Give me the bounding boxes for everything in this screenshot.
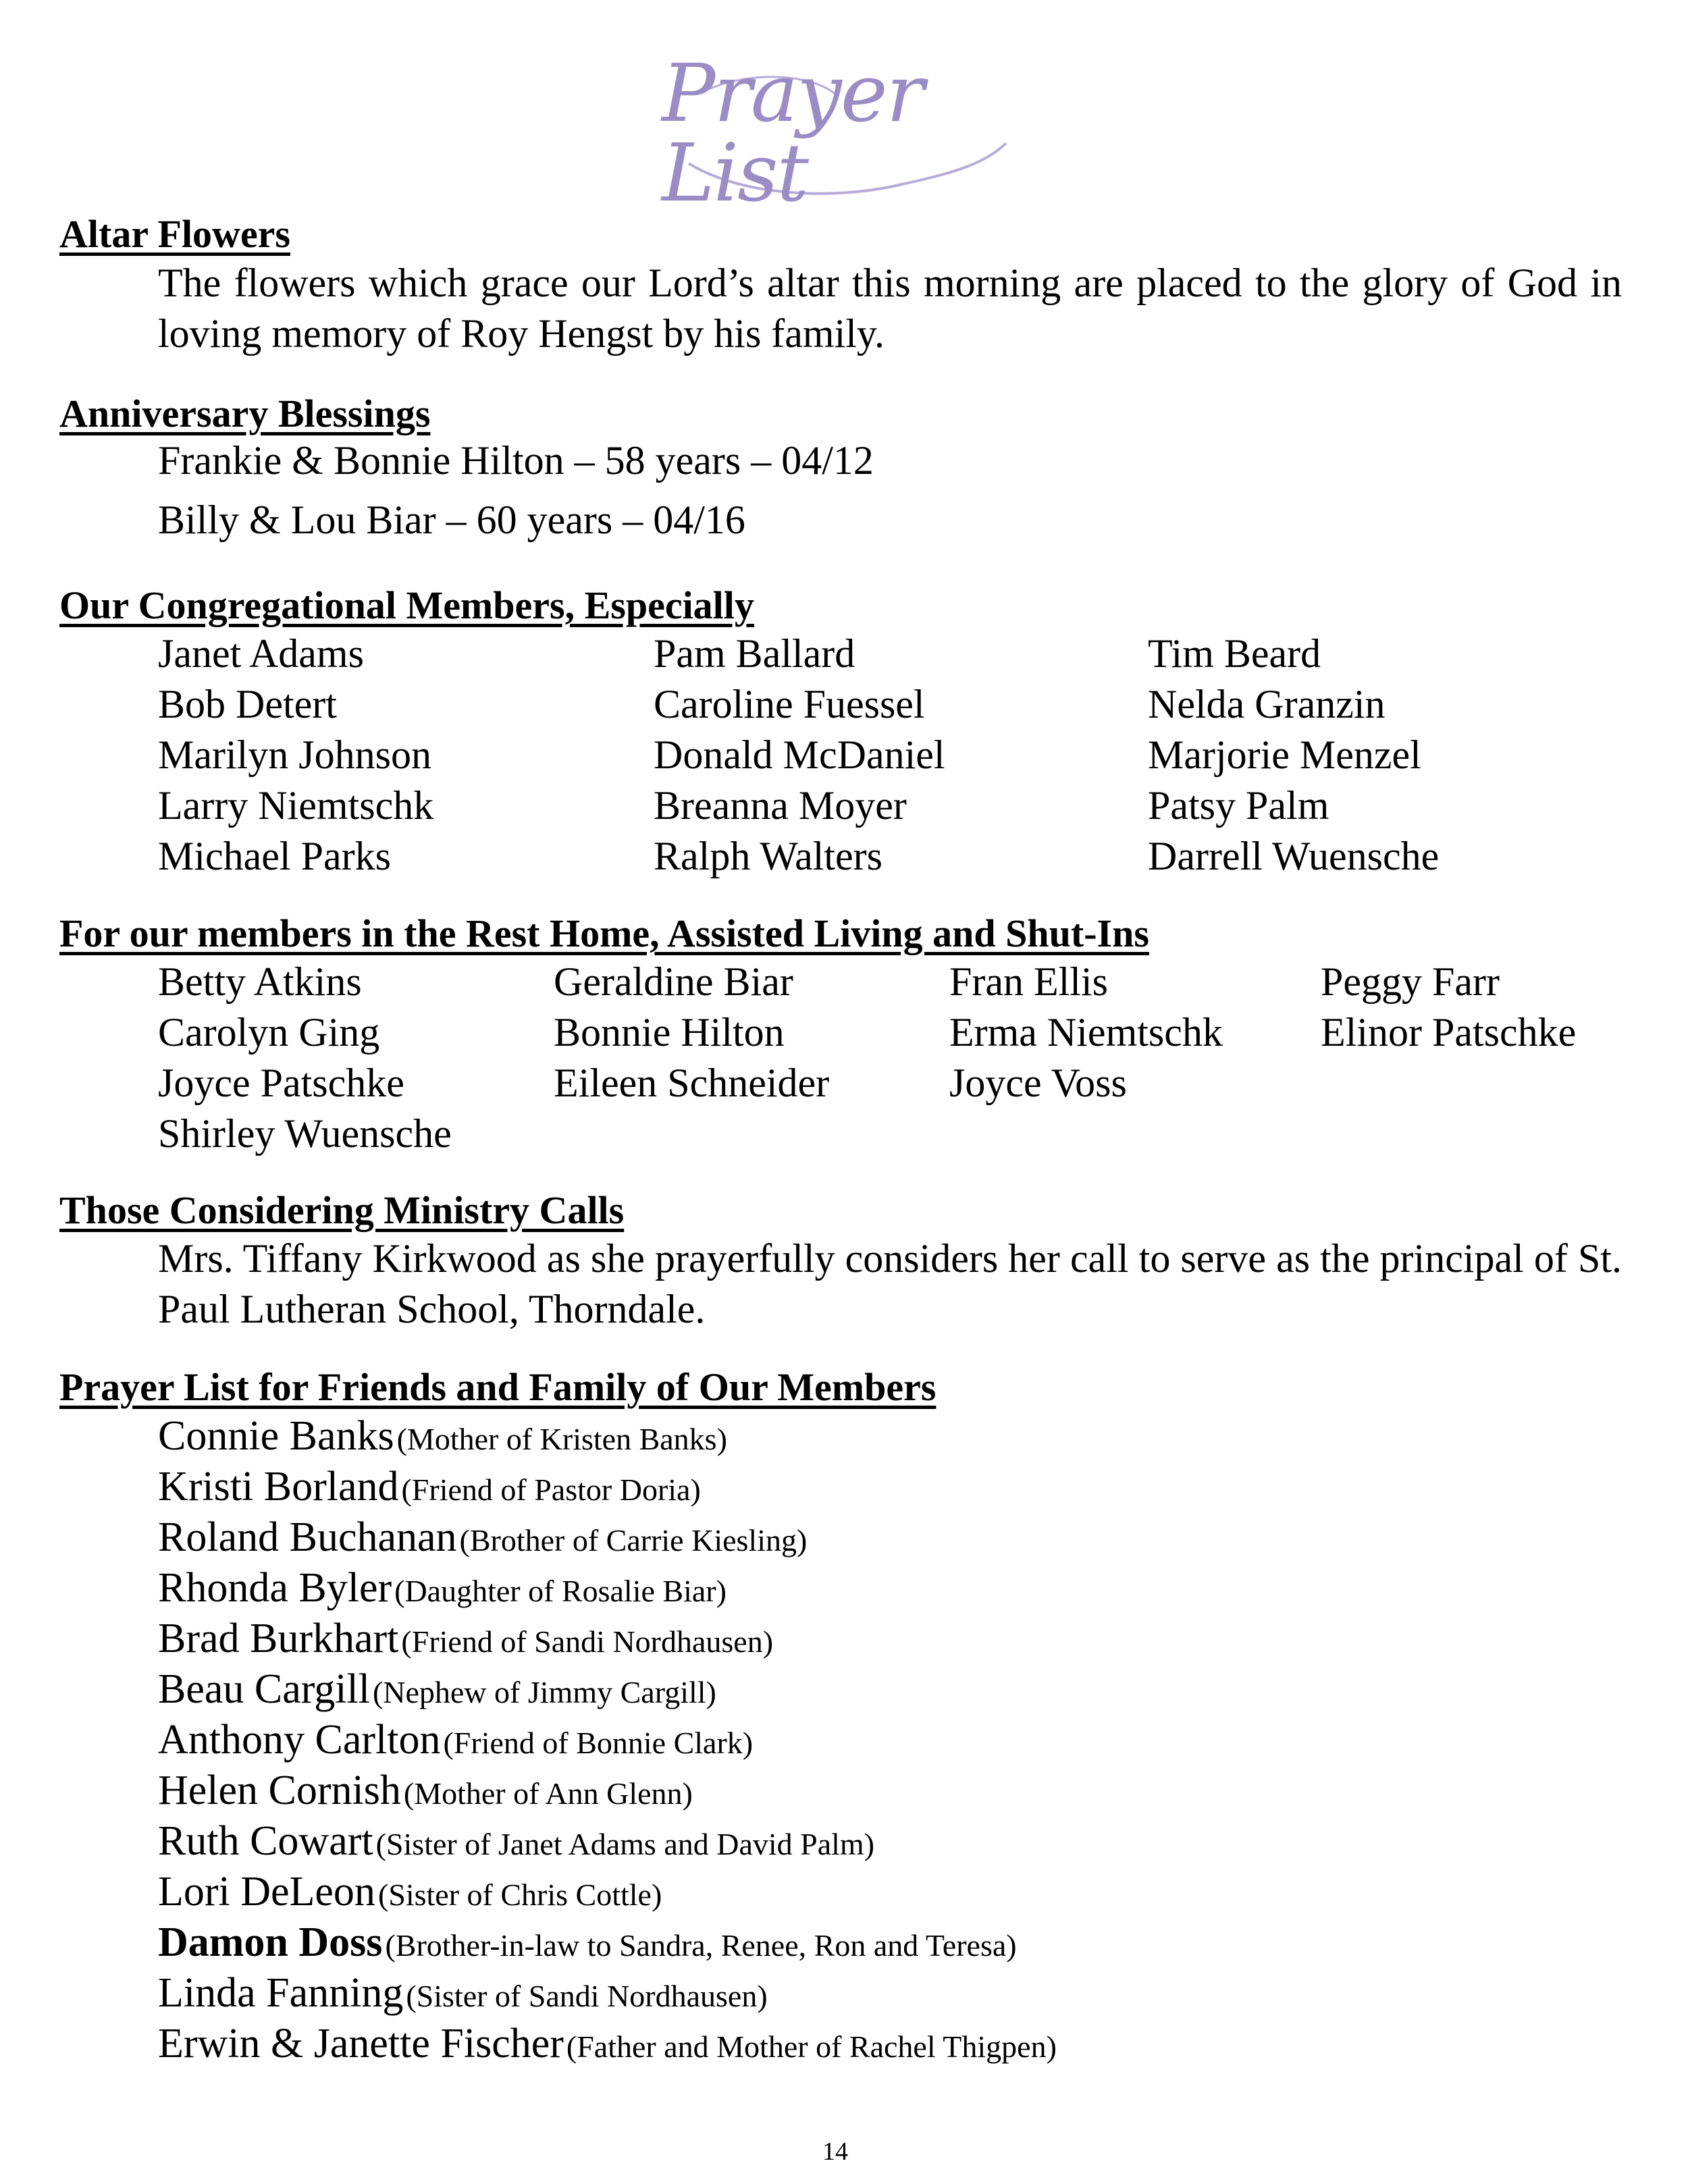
shut-in-name: Betty Atkins — [158, 959, 362, 1004]
shut-in-name: Bonnie Hilton — [554, 1010, 785, 1055]
altar-flowers-text: The flowers which grace our Lord’s altar this morning are placed to the glory of God in loving memory of Roy Hengst by his family. — [158, 261, 1622, 356]
entry-relation: (Friend of Sandi Nordhausen) — [401, 1624, 774, 1659]
prayer-list-entry — [158, 1567, 727, 1609]
member-name: Patsy Palm — [1148, 783, 1329, 828]
prayer-list-entry — [158, 2023, 1057, 2065]
member-name: Breanna Moyer — [654, 783, 907, 828]
entry-relation: (Friend of Pastor Doria) — [401, 1472, 701, 1507]
entry-name: Erwin & Janette Fischer — [158, 2021, 564, 2067]
entry-relation: (Brother of Carrie Kiesling) — [459, 1523, 808, 1557]
prayer-list-entry — [158, 1516, 807, 1558]
shut-in-name: Joyce Patschke — [158, 1061, 404, 1105]
entry-relation: (Daughter of Rosalie Biar) — [394, 1574, 727, 1608]
member-name: Marjorie Menzel — [1148, 733, 1421, 777]
altar-flowers-heading: Altar Flowers — [59, 212, 290, 256]
entry-relation: (Mother of Ann Glenn) — [403, 1776, 693, 1811]
member-name: Marilyn Johnson — [158, 733, 431, 777]
entry-name: Lori DeLeon — [158, 1869, 375, 1915]
prayer-list-entry — [158, 1921, 1017, 1963]
entry-relation: (Sister of Janet Adams and David Palm) — [375, 1827, 875, 1861]
entry-relation: (Friend of Bonnie Clark) — [443, 1726, 754, 1760]
entry-name: Connie Banks — [158, 1413, 394, 1459]
member-name: Larry Niemtschk — [158, 783, 434, 828]
prayer-list-logo — [662, 47, 1020, 219]
prayer-list-entry — [158, 1668, 716, 1710]
friends-family-heading: Prayer List for Friends and Family of Our Members — [59, 1365, 937, 1409]
prayer-list-entry — [158, 1769, 693, 1811]
prayer-list-entry — [158, 1719, 753, 1761]
prayer-list-entry — [158, 1466, 701, 1508]
shut-in-name: Geraldine Biar — [554, 959, 793, 1004]
member-name: Janet Adams — [158, 631, 364, 676]
member-name: Donald McDaniel — [654, 733, 945, 777]
entry-name: Damon Doss — [158, 1919, 383, 1965]
ministry-calls-heading: Those Considering Ministry Calls — [59, 1188, 625, 1232]
shut-in-name: Carolyn Ging — [158, 1010, 380, 1055]
entry-name: Rhonda Byler — [158, 1565, 392, 1611]
entry-name: Beau Cargill — [158, 1666, 370, 1712]
member-name: Tim Beard — [1148, 631, 1321, 676]
entry-name: Helen Cornish — [158, 1767, 401, 1813]
congregational-heading: Our Congregational Members, Especially — [59, 583, 754, 627]
entry-relation: (Sister of Sandi Nordhausen) — [406, 1979, 768, 2013]
shut-in-name: Joyce Voss — [949, 1061, 1127, 1105]
entry-relation: (Mother of Kristen Banks) — [396, 1422, 727, 1456]
entry-relation: (Sister of Chris Cottle) — [377, 1877, 662, 1912]
entry-name: Ruth Cowart — [158, 1818, 373, 1864]
shut-in-name: Shirley Wuensche — [158, 1111, 452, 1156]
page-number: 14 — [822, 2137, 848, 2166]
member-name: Pam Ballard — [654, 631, 855, 676]
member-name: Ralph Walters — [654, 834, 882, 878]
entry-name: Kristi Borland — [158, 1464, 399, 1510]
member-name: Caroline Fuessel — [654, 682, 925, 726]
member-name: Michael Parks — [158, 834, 391, 878]
anniversary-item: Billy & Lou Biar – 60 years – 04/16 — [158, 498, 745, 542]
shut-in-name: Fran Ellis — [949, 959, 1108, 1004]
entry-name: Anthony Carlton — [158, 1717, 441, 1763]
prayer-list-entry — [158, 1618, 773, 1659]
entry-relation: (Father and Mother of Rachel Thigpen) — [566, 2029, 1057, 2064]
entry-relation: (Nephew of Jimmy Cargill) — [372, 1675, 716, 1709]
shut-in-name: Elinor Patschke — [1321, 1010, 1577, 1055]
shut-in-name: Eileen Schneider — [554, 1061, 830, 1105]
rest-home-heading: For our members in the Rest Home, Assisted Living and Shut-Ins — [59, 911, 1149, 955]
prayer-list-entry — [158, 1415, 727, 1457]
ministry-calls-text: Mrs. Tiffany Kirkwood as she prayerfully considers her call to serve as the principal of St. Paul Lutheran School, Thorndale. — [158, 1236, 1622, 1331]
anniversary-item: Frankie & Bonnie Hilton – 58 years – 04/12 — [158, 438, 874, 483]
shut-in-name: Peggy Farr — [1321, 959, 1500, 1004]
prayer-list-entry — [158, 1820, 874, 1862]
entry-name: Roland Buchanan — [158, 1514, 457, 1560]
member-name: Nelda Granzin — [1148, 682, 1386, 726]
logo-text: Prayer List — [662, 47, 924, 219]
shut-in-name: Erma Niemtschk — [949, 1010, 1223, 1055]
entry-name: Brad Burkhart — [158, 1616, 399, 1661]
member-name: Darrell Wuensche — [1148, 834, 1440, 878]
entry-relation: (Brother-in-law to Sandra, Renee, Ron and Teresa) — [385, 1928, 1017, 1963]
prayer-list-entry — [158, 1972, 768, 2014]
prayer-list-entry — [158, 1871, 662, 1913]
anniversary-heading: Anniversary Blessings — [59, 392, 431, 435]
member-name: Bob Detert — [158, 682, 337, 726]
entry-name: Linda Fanning — [158, 1970, 404, 2016]
